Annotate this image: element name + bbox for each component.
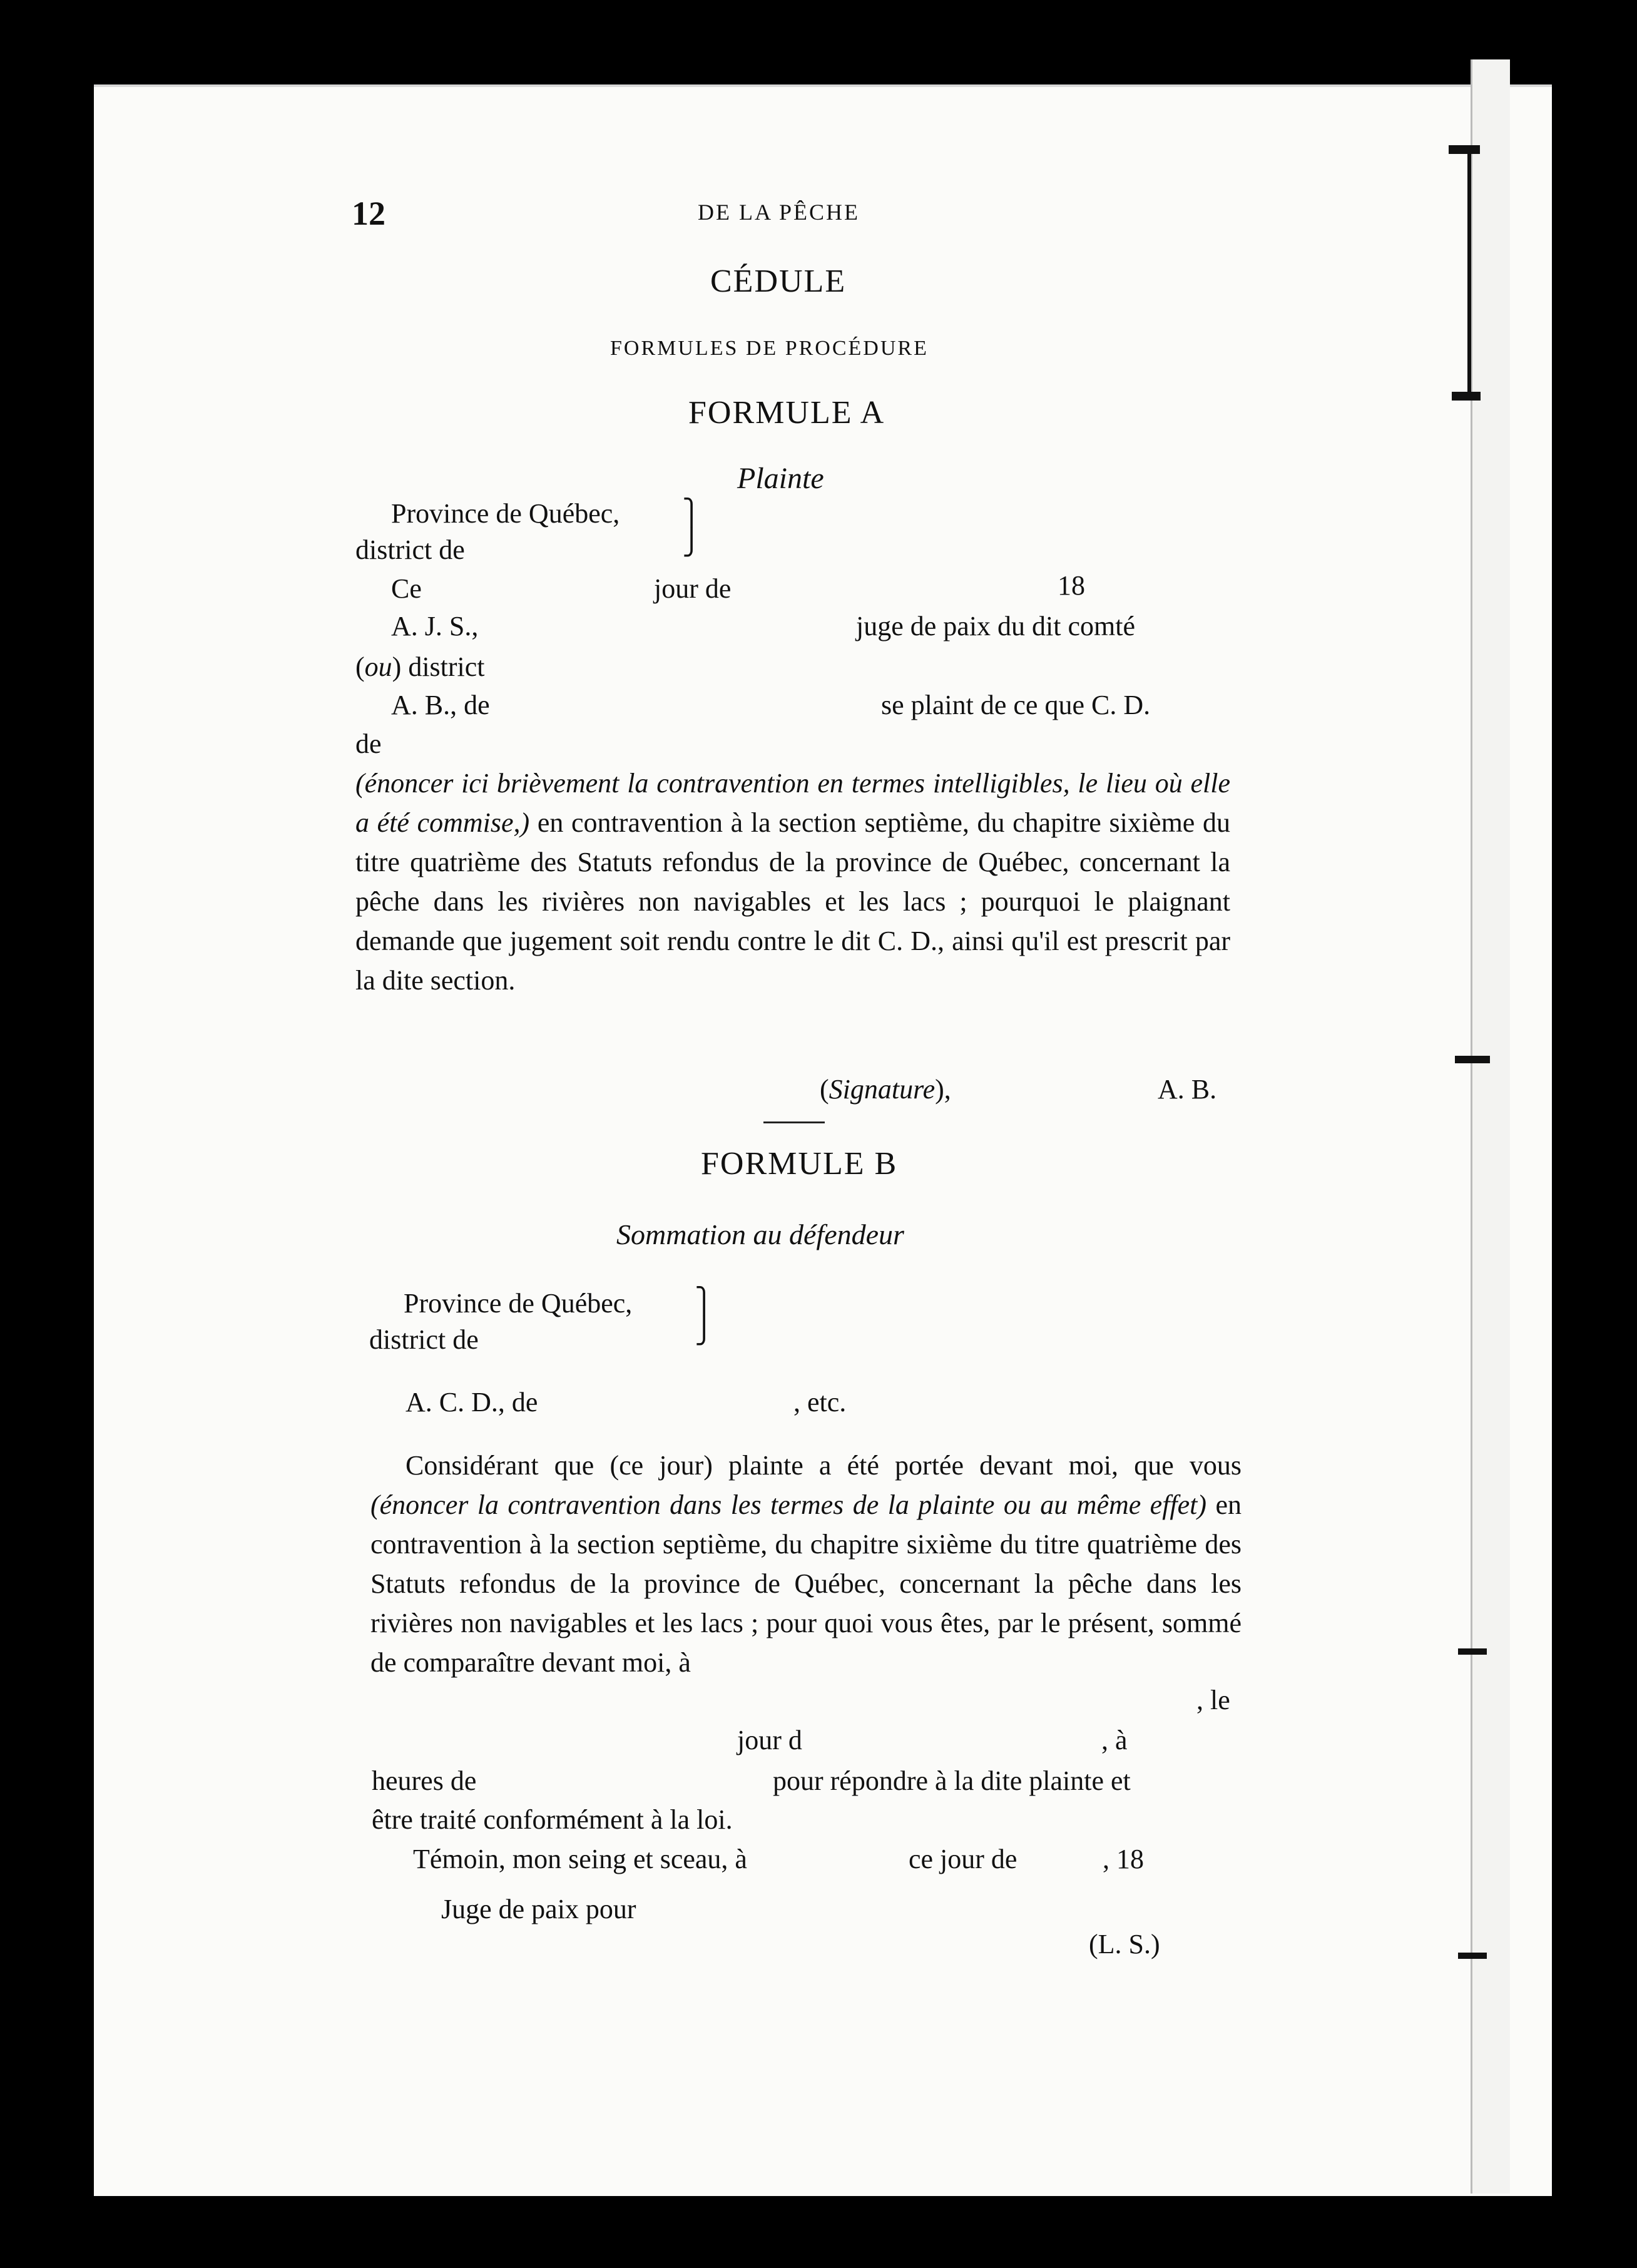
form-b-title: FORMULE B xyxy=(701,1146,898,1182)
juge-label: Juge de paix pour xyxy=(441,1894,636,1924)
running-title: DE LA PÊCHE xyxy=(698,200,860,225)
section-divider xyxy=(763,1121,825,1123)
district-label: district de xyxy=(355,534,465,565)
form-b-body xyxy=(370,1446,1242,1683)
ab-de-label: A. B., de xyxy=(391,690,490,720)
juge-comte-label: juge de paix du dit comté xyxy=(856,611,1135,641)
form-b-body-text: en contravention à la section septième, du chapitre sixième du titre quatrième des Statuts refondus de la province de Québec, concernant la pêche dans les rivières non navigables et les lacs ; pour quoi vous êtes, par le présent, sommé de comparaître devant moi, à xyxy=(370,1489,1242,1678)
jour-d-label: jour d xyxy=(737,1725,802,1755)
page-number: 12 xyxy=(352,195,385,232)
schedule-title: CÉDULE xyxy=(710,263,847,299)
temoin-label: Témoin, mon seing et sceau, à xyxy=(413,1844,747,1874)
ce-label: Ce xyxy=(391,573,422,604)
etre-traite-label: être traité conformément à la loi. xyxy=(372,1804,733,1835)
year-b-label: , 18 xyxy=(1103,1844,1144,1874)
form-a-title: FORMULE A xyxy=(688,395,885,431)
a-label: , à xyxy=(1101,1725,1128,1755)
form-a-body-italic: (énoncer ici brièvement la contravention en termes intelligibles, le lieu où elle a été commise,) xyxy=(355,768,1230,838)
binding-clip-bottom xyxy=(1452,392,1481,401)
acd-label: A. C. D., de xyxy=(405,1387,538,1418)
form-a-heading: Plainte xyxy=(737,462,824,495)
binding-clip-middle xyxy=(1455,1056,1490,1063)
ou-word: ou xyxy=(364,651,392,682)
signature-line: (Signature), xyxy=(820,1074,951,1105)
jour-de-label: jour de xyxy=(654,573,732,604)
seal-label: (L. S.) xyxy=(1089,1929,1160,1959)
binding-clip-base xyxy=(1458,1953,1487,1959)
binding-clip-lower xyxy=(1458,1648,1487,1655)
brace-icon: ⎫ ⎭ xyxy=(682,498,701,556)
form-b-body-start: Considérant que (ce jour) plainte a été portée devant moi, que vous xyxy=(405,1450,1242,1481)
ce-jour-de-label: ce jour de xyxy=(909,1844,1017,1874)
de-label: de xyxy=(355,728,382,759)
district-b-label: district de xyxy=(369,1324,479,1355)
signature-label: Signature xyxy=(829,1074,936,1105)
binding-clip-top xyxy=(1449,145,1480,154)
form-a-body xyxy=(355,764,1230,1000)
form-a-body-text: en contravention à la section septième, du chapitre sixième du titre quatrième des Statuts refondus de la province de Québec, concernant la pêche dans les rivières non navigables et les lacs ; pourquoi le plaignant demande que jugement soit rendu contre le dit C. D., ainsi qu'il est prescrit par la dite section. xyxy=(355,807,1230,996)
ou-district-label: district xyxy=(408,651,485,682)
ou-district-line: (ou) district xyxy=(355,651,485,682)
province-b-label: Province de Québec, xyxy=(404,1288,633,1319)
binding-edge xyxy=(1471,59,1510,2194)
binding-thread xyxy=(1467,154,1471,392)
brace-b-icon: ⎫ ⎭ xyxy=(695,1287,713,1345)
le-label: , le xyxy=(1196,1685,1230,1715)
pour-repondre-label: pour répondre à la dite plainte et xyxy=(773,1765,1131,1796)
etc-label: , etc. xyxy=(793,1387,847,1418)
signature-name: A. B. xyxy=(1158,1074,1217,1105)
form-b-body-italic: (énoncer la contravention dans les termes de la plainte ou au même effet) xyxy=(370,1489,1207,1520)
province-label: Province de Québec, xyxy=(391,498,620,529)
form-b-heading: Sommation au défendeur xyxy=(616,1218,904,1250)
se-plaint-label: se plaint de ce que C. D. xyxy=(881,690,1151,720)
heures-de-label: heures de xyxy=(372,1765,477,1796)
section-subtitle: FORMULES DE PROCÉDURE xyxy=(610,337,929,360)
ajs-label: A. J. S., xyxy=(391,611,479,641)
year-label: 18 xyxy=(1058,570,1085,601)
